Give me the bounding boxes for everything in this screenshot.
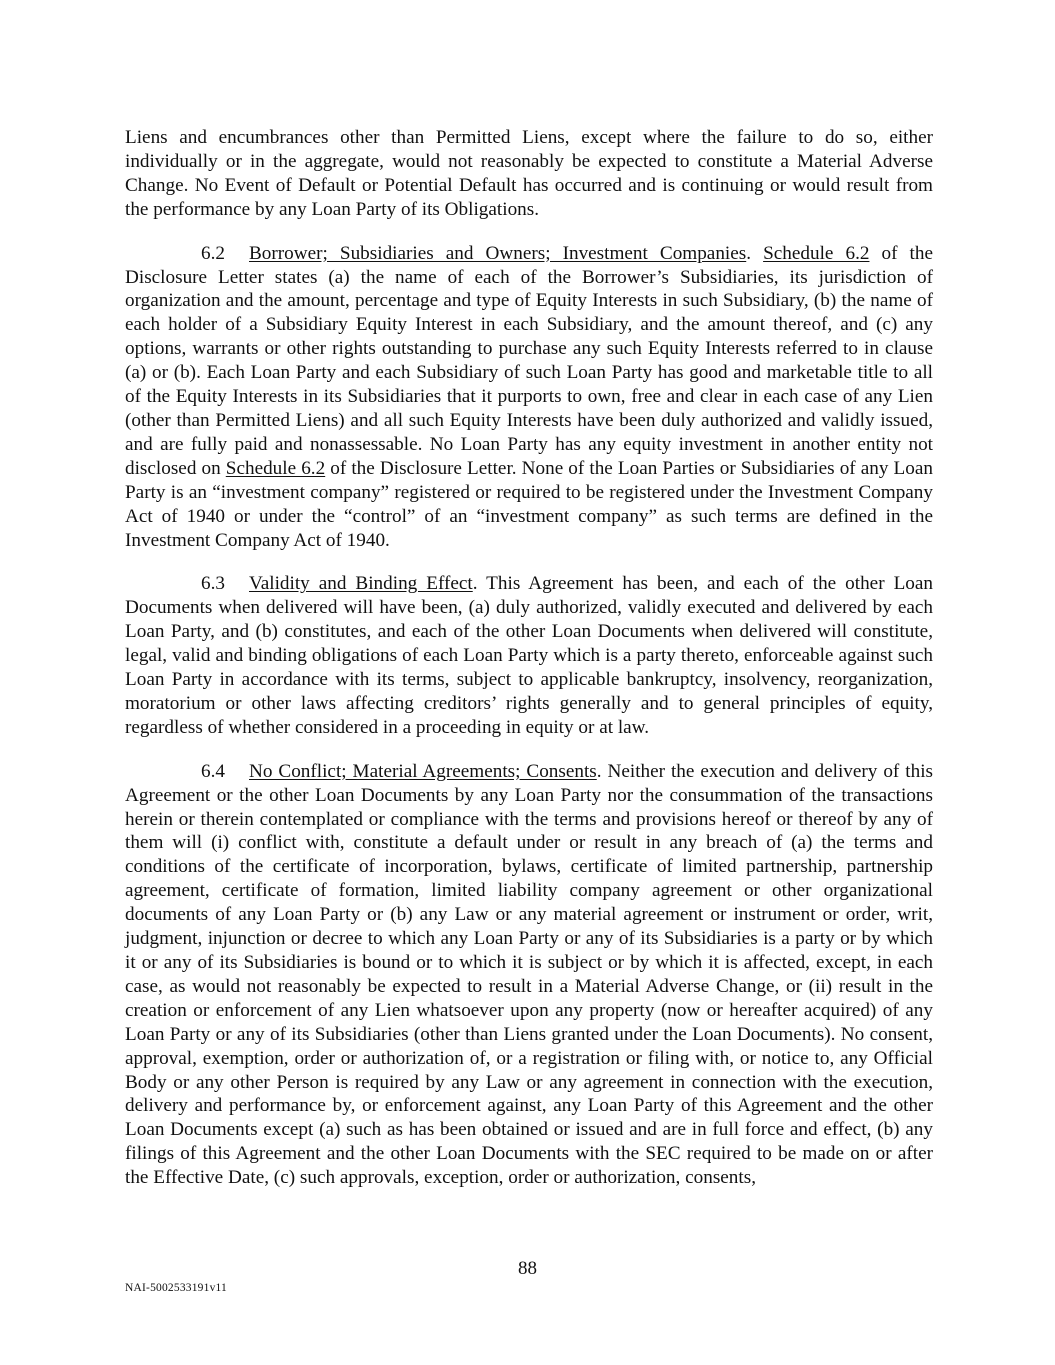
section-heading: Borrower; Subsidiaries and Owners; Investment Companies [249, 242, 747, 264]
schedule-reference: Schedule 6.2 [225, 457, 326, 479]
section-6-3 [125, 572, 933, 739]
schedule-reference: Schedule 6.2 [763, 242, 870, 264]
section-number: 6.3 [201, 573, 225, 595]
document-id: NAI-5002533191v11 [125, 1282, 227, 1294]
section-text: . Neither the execution and delivery of this Agreement or the other Loan Documents by any Loan Party nor the consummation of the transactions herein or therein contemplated or compliance with the terms and provisions hereof or thereof by any of them will (i) conflict with, constitute a default under or result in any breach of (a) the terms and conditions of the certificate of incorporation, bylaws, certificate of limited partnership, partnership agreement, certificate of formation, limited liability company agreement or other organizational documents of any Loan Party or (b) any Law or any material agreement or instrument or order, writ, judgment, injunction or decree to which any Loan Party or any of its Subsidiaries is a party or by which it or any of its Subsidiaries is bound or to which it is subject or by which it is affected, except, in each case, as would not reasonably be expected to result in a Material Adverse Change, or (ii) result in the creation or enforcement of any Lien whatsoever upon any property (now or hereafter acquired) of any Loan Party or any of its Subsidiaries (other than Liens granted under the Loan Documents). No consent, approval, exemption, order or authorization of, or a registration or filing with, or notice to, any Official Body or any other Person is required by any Law or any agreement in connection with the execution, delivery and performance by, or enforcement against, any Loan Party of this Agreement and the other Loan Documents except (a) such as has been obtained or issued and are in full force and effect, (b) any filings of this Agreement and the other Loan Documents with the SEC required to be made on or after the Effective Date, (c) such approvals, exception, order or authorization, consents, [125, 760, 933, 1189]
page-number: 88 [518, 1258, 537, 1279]
heading-separator: . [746, 242, 764, 264]
paragraph-continuation [125, 126, 933, 222]
section-text: of the Disclosure Letter states (a) the name of each of the Borrower’s Subsidiaries, its jurisdiction of organization and the amount, percentage and type of Equity Interests in such Subsidiary, (b) the name of each holder of a Subsidiary Equity Interest in each Subsidiary, and the amount thereof, and (c) any options, warrants or other rights outstanding to purchase any such Equity Interests referred to in clause (a) or (b). Each Loan Party and each Subsidiary of such Loan Party has good and marketable title to all of the Equity Interests in its Subsidiaries that it purports to own, free and clear in each case of any Lien (other than Permitted Liens) and all such Equity Interests have been duly authorized and validly issued, and are fully paid and nonassessable. No Loan Party has any equity investment in another entity not disclosed on [125, 242, 933, 479]
section-6-4 [125, 760, 933, 1190]
document-body [125, 126, 933, 1210]
section-number: 6.4 [201, 760, 225, 782]
section-text: of the Disclosure Letter. None of the Loan Parties or Subsidiaries of any Loan Party is an “investment company” registered or required to be registered under the Investment Company Act of 1940 or under the “control” of an “investment company” as such terms are defined in the Investment Company Act of 1940. [125, 457, 933, 551]
section-heading: Validity and Binding Effect [249, 573, 473, 595]
section-heading: No Conflict; Material Agreements; Consents [249, 760, 597, 782]
paragraph-text: Liens and encumbrances other than Permitted Liens, except where the failure to do so, either individually or in the aggregate, would not reasonably be expected to constitute a Material Adverse Change. No Event of Default or Potential Default has occurred and is continuing or would result from the performance by any Loan Party of its Obligations. [125, 127, 933, 220]
section-number: 6.2 [201, 242, 225, 264]
section-text: . This Agreement has been, and each of the other Loan Documents when delivered will have been, (a) duly authorized, validly executed and delivered by each Loan Party, and (b) constitutes, and each of the other Loan Documents when delivered will constitute, legal, valid and binding obligations of each Loan Party which is a party thereto, enforceable against such Loan Party in accordance with its terms, subject to applicable bankruptcy, insolvency, reorganization, moratorium or other laws affecting creditors’ rights generally and to general principles of equity, regardless of whether considered in a proceeding in equity or at law. [125, 573, 933, 738]
section-6-2 [125, 242, 933, 553]
